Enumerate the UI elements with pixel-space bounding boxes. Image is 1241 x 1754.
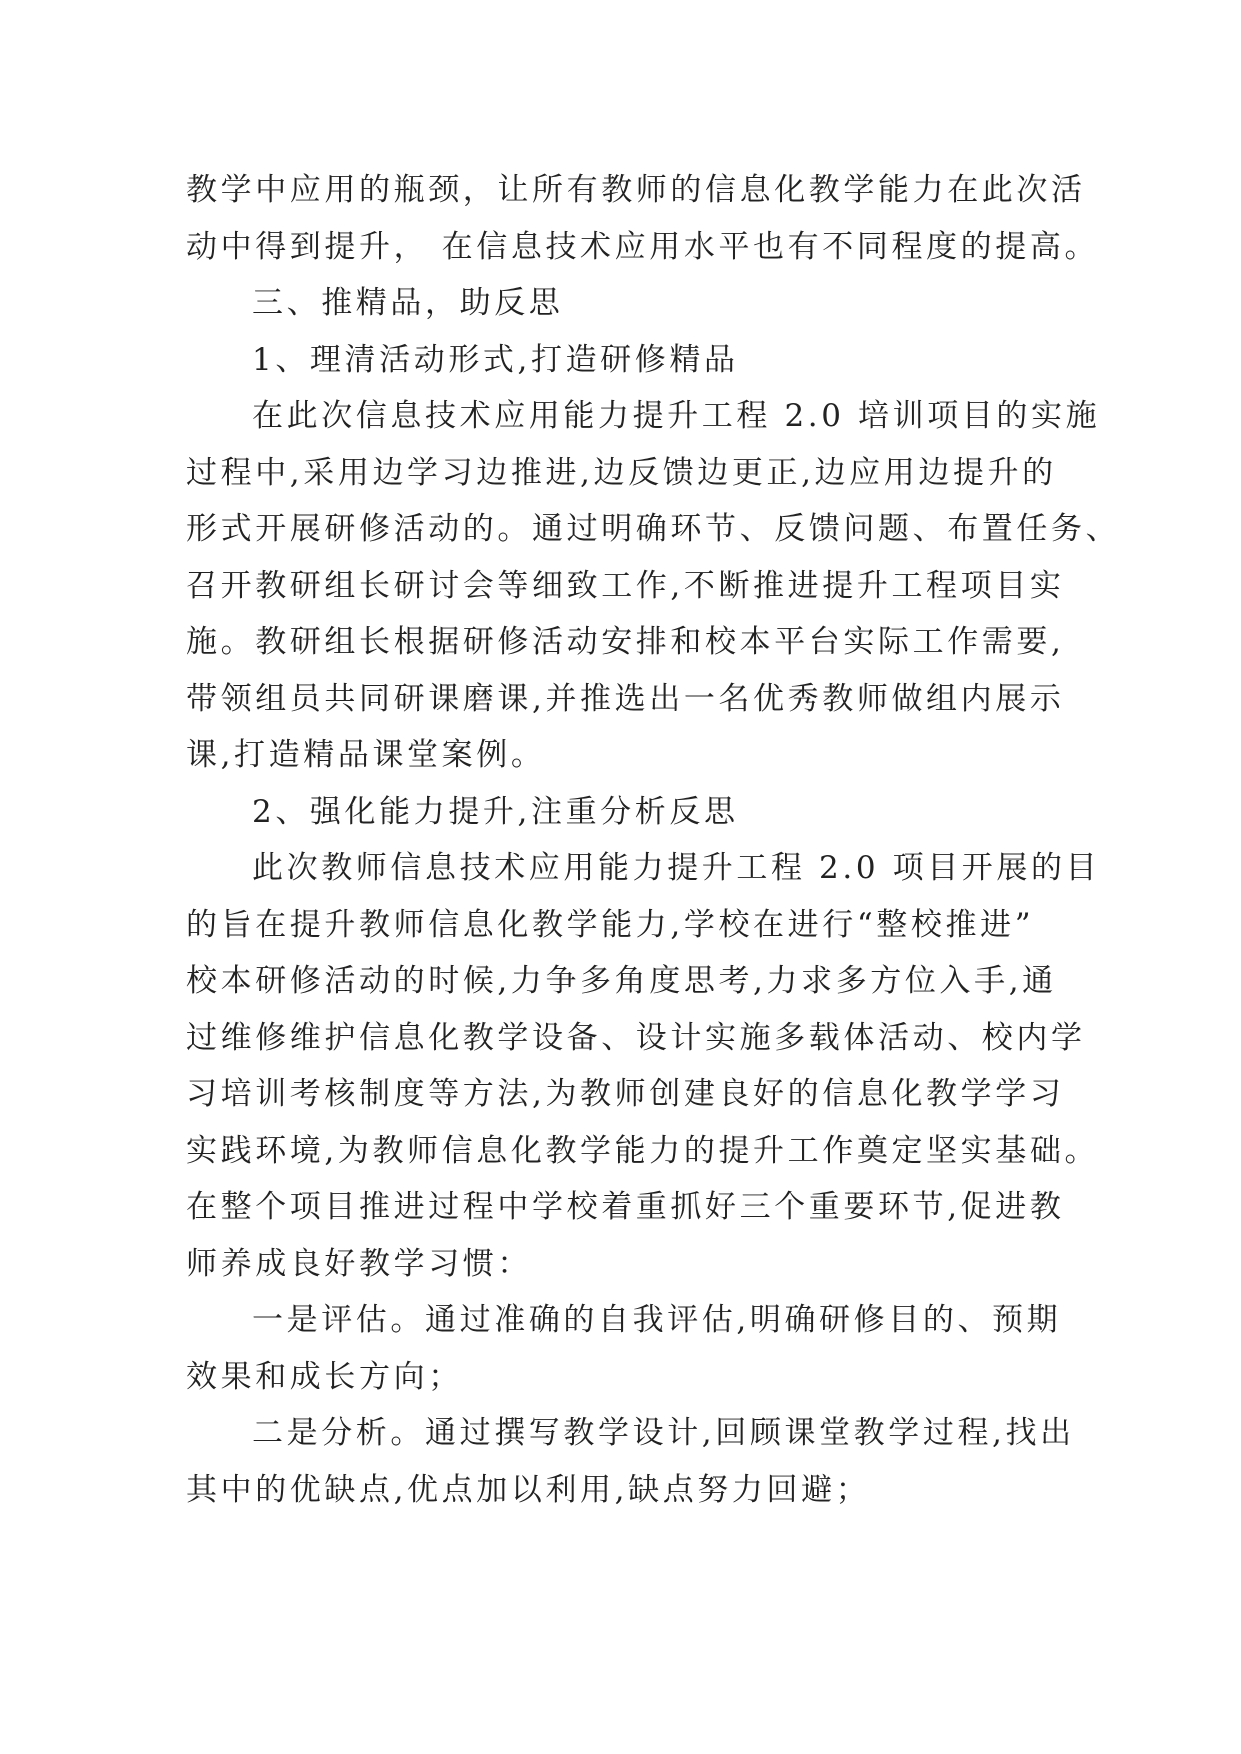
text-line: 效果和成长方向； bbox=[186, 1358, 463, 1395]
text-line: 其中的优缺点,优点加以利用,缺点努力回避； bbox=[186, 1471, 871, 1508]
text-line: 习培训考核制度等方法,为教师创建良好的信息化教学学习 bbox=[186, 1076, 1065, 1112]
text-line: 一是评估。通过准确的自我评估,明确研修目的、预期 bbox=[252, 1302, 1062, 1338]
text-line: 教学中应用的瓶颈，让所有教师的信息化教学能力在此次活 bbox=[186, 172, 1086, 208]
body-text bbox=[186, 162, 1121, 1518]
text-line: 校本研修活动的时候,力争多角度思考,力求多方位入手,通 bbox=[186, 963, 1057, 999]
text-line: 师养成良好教学习惯： bbox=[186, 1245, 532, 1282]
text-line: 三、推精品，助反思 bbox=[252, 285, 564, 321]
text-line: 1、理清活动形式,打造研修精品 bbox=[252, 341, 739, 378]
text-line: 在整个项目推进过程中学校着重抓好三个重要环节,促进教 bbox=[186, 1189, 1065, 1225]
text-line: 施。教研组长根据研修活动安排和校本平台实际工作需要, bbox=[186, 624, 1065, 660]
text-line: 的旨在提升教师信息化教学能力,学校在进行“整校推进” bbox=[186, 906, 1035, 943]
text-line: 过维修维护信息化教学设备、设计实施多载体活动、校内学 bbox=[186, 1019, 1086, 1056]
text-line: 动中得到提升， 在信息技术应用水平也有不同程度的提高。 bbox=[186, 228, 1100, 265]
text-line: 召开教研组长研讨会等细致工作,不断推进提升工程项目实 bbox=[186, 567, 1065, 604]
text-line: 在此次信息技术应用能力提升工程 2.0 培训项目的实施 bbox=[252, 398, 1101, 434]
text-line: 实践环境,为教师信息化教学能力的提升工作奠定坚实基础。 bbox=[186, 1132, 1100, 1169]
text-line: 带领组员共同研课磨课,并推选出一名优秀教师做组内展示 bbox=[186, 680, 1065, 717]
text-line: 2、强化能力提升,注重分析反思 bbox=[252, 793, 739, 830]
text-line: 二是分析。通过撰写教学设计,回顾课堂教学过程,找出 bbox=[252, 1415, 1075, 1451]
text-line: 此次教师信息技术应用能力提升工程 2.0 项目开展的目 bbox=[252, 850, 1101, 886]
text-line: 课,打造精品课堂案例。 bbox=[186, 737, 546, 773]
text-line: 过程中,采用边学习边推进,边反馈边更正,边应用边提升的 bbox=[186, 454, 1057, 491]
text-line: 形式开展研修活动的。通过明确环节、反馈问题、布置任务、 bbox=[186, 511, 1121, 547]
